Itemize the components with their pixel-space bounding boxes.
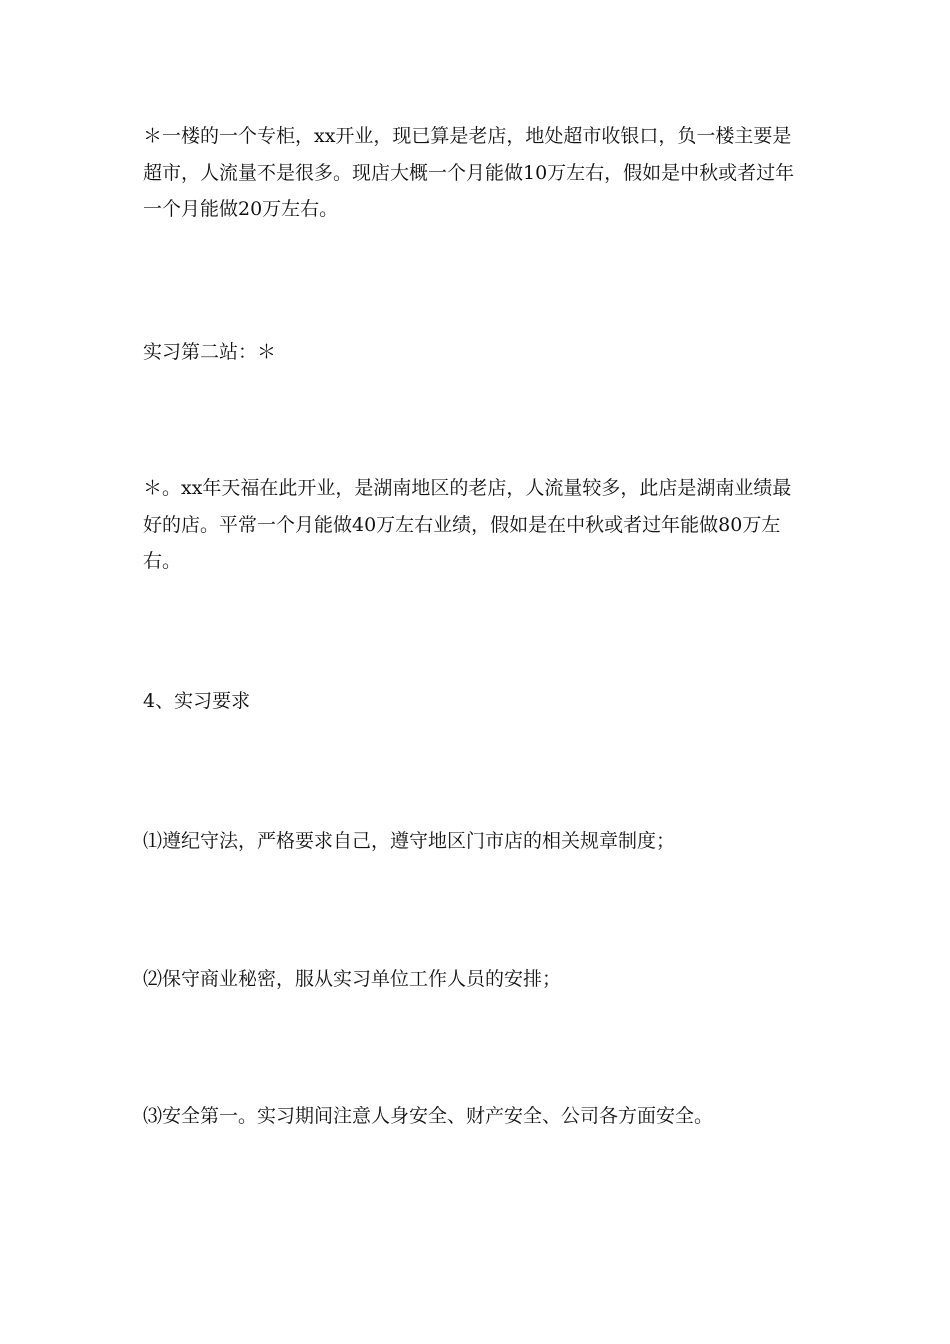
text-line: 超市，人流量不是很多。现店大概一个月能做10万左右，假如是中秋或者过年 xyxy=(143,161,795,184)
text-line: 右。 xyxy=(143,550,182,572)
text-line: ⑶安全第一。实习期间注意人身安全、财产安全、公司各方面安全。 xyxy=(143,1105,714,1127)
text-line: ⑵保守商业秘密，服从实习单位工作人员的安排； xyxy=(143,968,562,990)
text-line: ＊一楼的一个专柜，xx开业，现已算是老店，地处超市收银口，负一楼主要是 xyxy=(143,125,792,147)
paragraph-store-one-description xyxy=(143,118,808,228)
paragraph-store-two-description xyxy=(143,470,808,580)
text-line: ⑴遵纪守法，严格要求自己，遵守地区门市店的相关规章制度； xyxy=(143,830,676,852)
paragraph-second-station-heading xyxy=(143,334,808,371)
text-line: 4、实习要求 xyxy=(143,690,251,712)
text-line: 一个月能做20万左右。 xyxy=(143,198,339,220)
section-heading-internship-requirements xyxy=(143,683,808,720)
requirement-item-2 xyxy=(143,961,808,998)
text-line: 实习第二站：＊ xyxy=(143,341,277,363)
text-line: ＊。xx年天福在此开业，是湖南地区的老店，人流量较多，此店是湖南业绩最 xyxy=(143,477,792,499)
text-line: 好的店。平常一个月能做40万左右业绩，假如是在中秋或者过年能做80万左 xyxy=(143,513,781,536)
requirement-item-3 xyxy=(143,1098,808,1135)
requirement-item-1 xyxy=(143,823,808,860)
